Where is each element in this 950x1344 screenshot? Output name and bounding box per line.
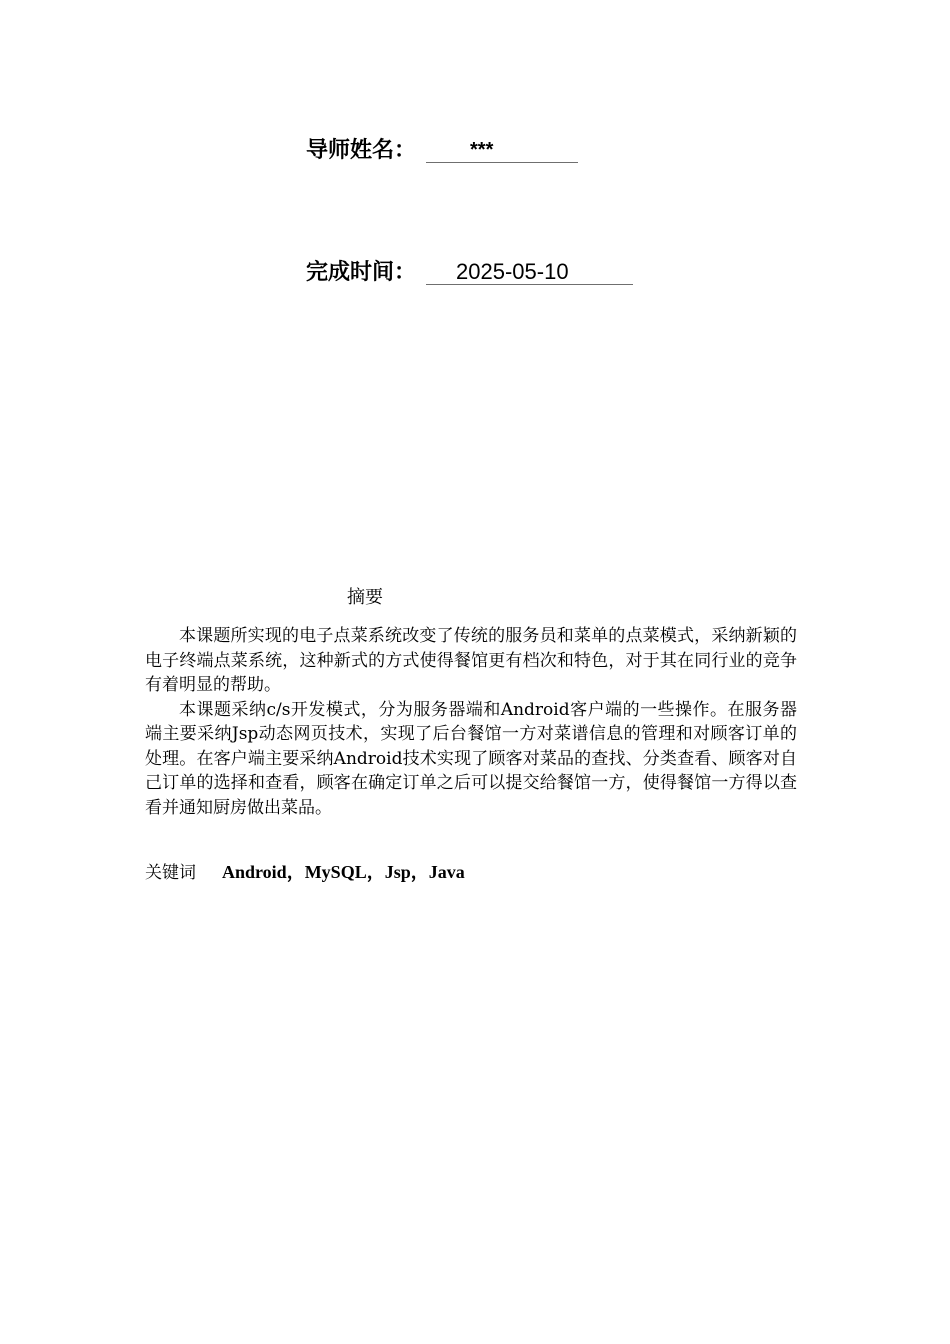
advisor-name-label: 导师姓名： bbox=[306, 137, 417, 162]
advisor-name-value: *** bbox=[426, 138, 578, 163]
abstract-paragraph: 本课题所实现的电子点菜系统改变了传统的服务员和菜单的点菜模式，采纳新颖的电子终端点菜系统，这种新式的方式使得餐馆更有档次和特色，对于其在同行业的竞争有着明显的帮助。 bbox=[145, 626, 797, 695]
keywords-line bbox=[145, 860, 465, 885]
keywords-value: Android，MySQL，Jsp，Java bbox=[222, 862, 465, 882]
completion-date-label: 完成时间： bbox=[306, 259, 417, 284]
abstract-body bbox=[145, 624, 797, 820]
completion-date-value: 2025-05-10 bbox=[426, 260, 633, 285]
abstract-paragraph: 本课题采纳c/s开发模式，分为服务器端和Android客户端的一些操作。在服务器端主要采纳Jsp动态网页技术，实现了后台餐馆一方对菜谱信息的管理和对顾客订单的处理。在客户端主要采纳Android技术实现了顾客对菜品的查找、分类查看、顾客对自己订单的选择和查看，顾客在确定订单之后可以提交给餐馆一方，使得餐馆一方得以查看并通知厨房做出菜品。 bbox=[145, 699, 797, 818]
keywords-label: 关键词 bbox=[145, 863, 196, 883]
abstract-title: 摘要 bbox=[347, 587, 383, 608]
advisor-name-row bbox=[306, 137, 578, 163]
completion-date-row bbox=[306, 259, 633, 285]
